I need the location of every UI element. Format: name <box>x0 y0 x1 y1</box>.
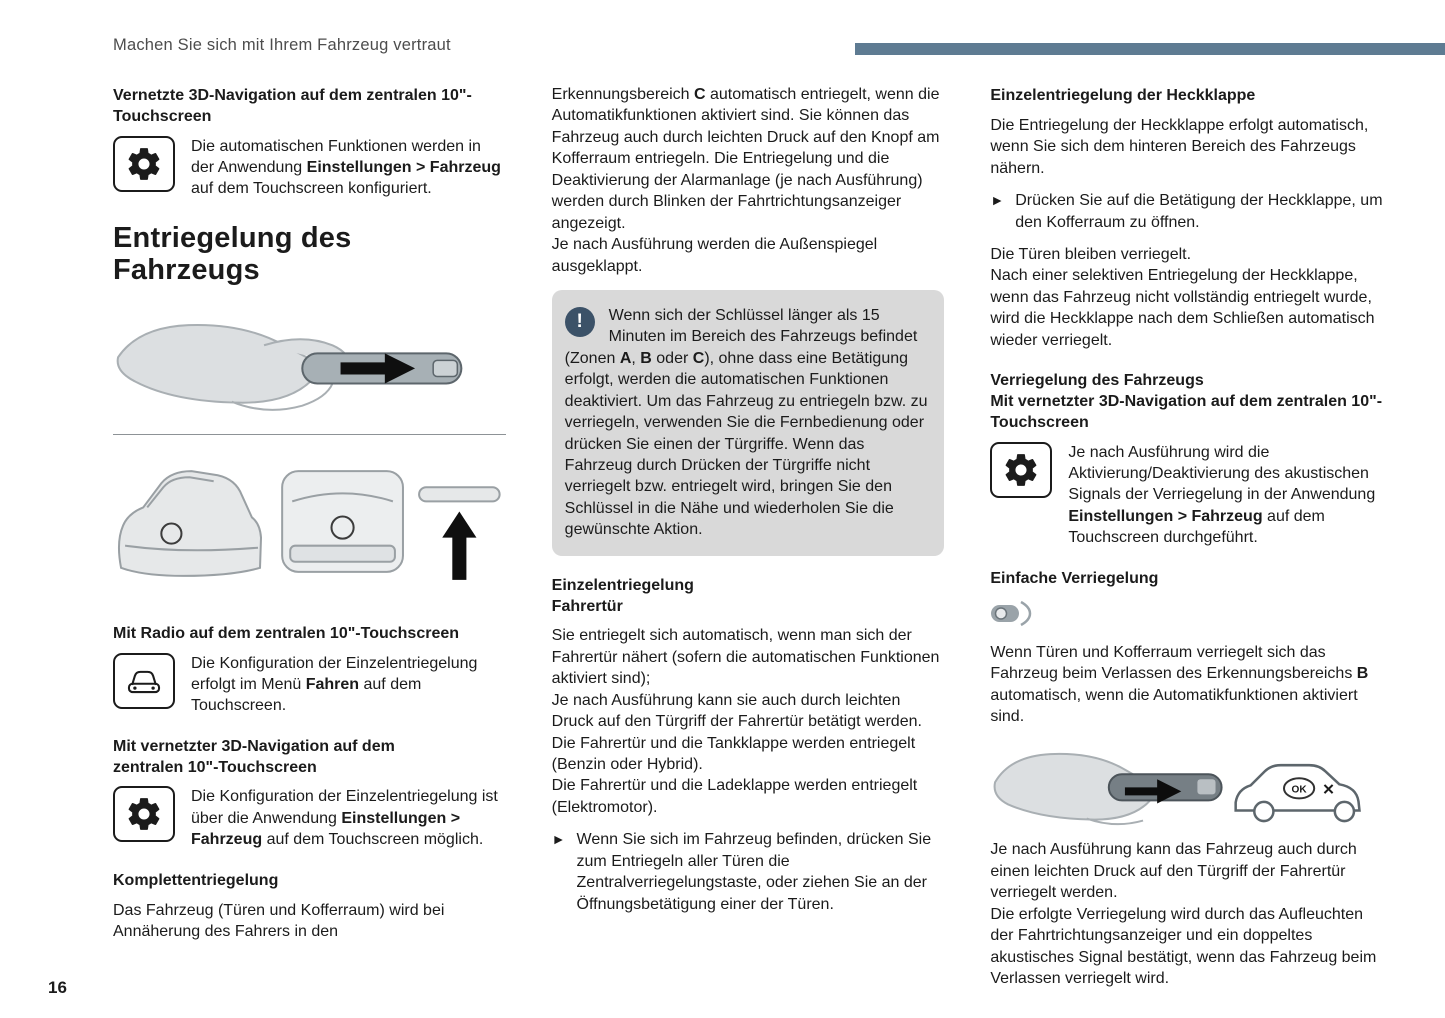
bullet-central-unlock-text: Wenn Sie sich im Fahrzeug befinden, drücken Sie zum Entriegeln aller Türen die Zentralverriegelungstaste, oder ziehen Sie an der Öffnungsbetätigung einer der Türen. <box>576 831 932 913</box>
content-columns <box>113 84 1383 989</box>
paragraph-mirrors: Je nach Ausführung werden die Außenspiegel ausgeklappt. <box>551 236 878 275</box>
heading-vernetzte-3d-navigation: Vernetzte 3D-Navigation auf dem zentralen 10"-Touchscreen <box>113 87 472 125</box>
paragraph-charge-flap: Die Fahrertür und die Ladeklappe werden entriegelt (Elektromotor). <box>551 777 918 816</box>
settings-note-text: Die automatischen Funktionen werden in der Anwendung Einstellungen > Fahrzeug auf dem Touchscreen konfiguriert. <box>191 137 501 198</box>
car-icon <box>113 653 175 709</box>
settings-note-block-3 <box>990 442 1383 549</box>
info-icon: ! <box>565 307 595 337</box>
keyfob-icon <box>990 598 1383 634</box>
paragraph-detection-zone: Erkennungsbereich C automatisch entriegelt, wenn die Automatikfunktionen aktiviert sind. Sie können das Fahrzeug auch durch leichten Druck auf den Knopf am Kofferraum entriegeln. Die Entriegelung und die Deaktivierung der Alarmanlage (je nach Ausführung) werden durch Blinken der Fahrtrichtungsanzeiger angezeigt. <box>551 86 940 232</box>
cross-label: ✕ <box>1322 781 1336 799</box>
paragraph-selective-unlock: Nach einer selektiven Entriegelung der Heckklappe, wenn das Fahrzeug nicht vollständig entriegelt wurde, wird die Heckklappe nach dem Schließen automatisch wieder verriegelt. <box>990 267 1375 349</box>
illustration-lock-with-key-and-car <box>990 738 1383 834</box>
gear-icon <box>990 442 1052 498</box>
heading-heckklappe: Einzelentriegelung der Heckklappe <box>990 87 1256 104</box>
settings-note-block <box>113 136 506 200</box>
paragraph-driver-door-press: Je nach Ausführung kann sie auch durch leichten Druck auf den Türgriff der Fahrertür betätigt werden. <box>551 691 922 731</box>
paragraph-auto-lock: Wenn Türen und Kofferraum verriegelt sich das Fahrzeug beim Verlassen des Erkennungsbereichs B automatisch, wenn die Automatikfunktionen aktiviert sind. <box>990 643 1369 726</box>
paragraph-driver-door-auto: Sie entriegelt sich automatisch, wenn man sich der Fahrertür nähert (sofern die automatischen Funktionen aktiviert sind); <box>551 627 940 688</box>
running-header: Machen Sie sich mit Ihrem Fahrzeug vertraut <box>113 36 451 54</box>
heading-einfache-verriegelung: Einfache Verriegelung <box>990 569 1159 587</box>
info-box <box>552 290 945 556</box>
illustration-hand-with-key <box>113 305 506 426</box>
heading-mit-radio: Mit Radio auf dem zentralen 10"-Touchscreen <box>113 624 460 642</box>
info-box-text: Wenn sich der Schlüssel länger als 15 Minuten im Bereich des Fahrzeugs befindet (Zonen A, B oder C), ohne dass eine Betätigung erfolgt, werden die automatischen Funktionen deaktiviert. Um das Fahrzeug zu entriegeln bzw. zu verriegeln, verwenden Sie die Fernbedienung oder drücken Sie einen der Türgriffe. Wenn das Fahrzeug durch Drücken der Türgriffe nicht verriegelt bzw. entriegelt wird, bringen Sie den Schlüssel in die Nähe und wiederholen Sie die gewünschte Aktion. <box>564 306 928 539</box>
paragraph-lock-confirmation: Die erfolgte Verriegelung wird durch das Aufleuchten der Fahrtrichtungsanzeiger und ein doppeltes akustisches Signal bestätigt, wenn das Fahrzeug beim Verlassen verriegelt wird. <box>990 905 1377 987</box>
ok-label: OK <box>1291 784 1307 796</box>
bullet-central-unlock <box>552 829 945 915</box>
gear-icon <box>113 136 175 192</box>
paragraph-fuel-flap: Die Fahrertür und die Tankklappe werden entriegelt (Benzin oder Hybrid). <box>551 734 916 773</box>
paragraph-doors-locked: Die Türen bleiben verriegelt. <box>990 245 1192 263</box>
settings-note-block-2 <box>113 786 506 850</box>
paragraph-lock-by-press: Je nach Ausführung kann das Fahrzeug auch durch einen leichten Druck auf den Türgriff der Fahrertür verriegelt werden. <box>990 841 1357 902</box>
bullet-tailgate <box>990 190 1383 233</box>
arrow-bullet-icon: ► <box>551 831 566 848</box>
column-3 <box>990 84 1383 989</box>
page-number: 16 <box>48 978 67 997</box>
radio-note-block <box>113 653 506 717</box>
illustration-car-rears-and-boot-button <box>113 445 506 604</box>
column-1 <box>113 84 506 989</box>
heading-komplettentriegelung: Komplettentriegelung <box>113 871 279 889</box>
bullet-tailgate-text: Drücken Sie auf die Betätigung der Heckklappe, um den Kofferraum zu öffnen. <box>1015 192 1383 231</box>
settings-note-text-3: Je nach Ausführung wird die Aktivierung/Deaktivierung des akustischen Signals der Verriegelung in der Anwendung Einstellungen > Fahrzeug auf dem Touchscreen durchgeführt. <box>1068 443 1376 547</box>
divider-line <box>113 434 506 435</box>
section-title: Entriegelung des Fahrzeugs <box>113 221 352 287</box>
heading-mit-vernetzter-3d-navigation: Mit vernetzter 3D-Navigation auf dem zentralen 10"-Touchscreen <box>113 737 395 776</box>
radio-note-text: Die Konfiguration der Einzelentriegelung erfolgt im Menü Fahren auf dem Touchscreen. <box>191 654 478 715</box>
gear-icon <box>113 786 175 842</box>
komplettentriegelung-text: Das Fahrzeug (Türen und Kofferraum) wird bei Annäherung des Fahrers in den <box>113 901 445 940</box>
column-2 <box>552 84 945 989</box>
paragraph-tailgate-auto: Die Entriegelung der Heckklappe erfolgt automatisch, wenn Sie sich dem hinteren Bereich des Fahrzeugs nähern. <box>990 116 1369 177</box>
heading-verriegelung: Verriegelung des Fahrzeugs Mit vernetzter 3D-Navigation auf dem zentralen 10"-Touchscreen <box>990 372 1383 431</box>
heading-einzelentriegelung: Einzelentriegelung Fahrertür <box>551 576 694 615</box>
header-accent-bar <box>855 43 1445 55</box>
arrow-bullet-icon: ► <box>990 192 1005 209</box>
settings-note-text-2: Die Konfiguration der Einzelentriegelung ist über die Anwendung Einstellungen > Fahrzeug auf dem Touchscreen möglich. <box>191 788 498 849</box>
